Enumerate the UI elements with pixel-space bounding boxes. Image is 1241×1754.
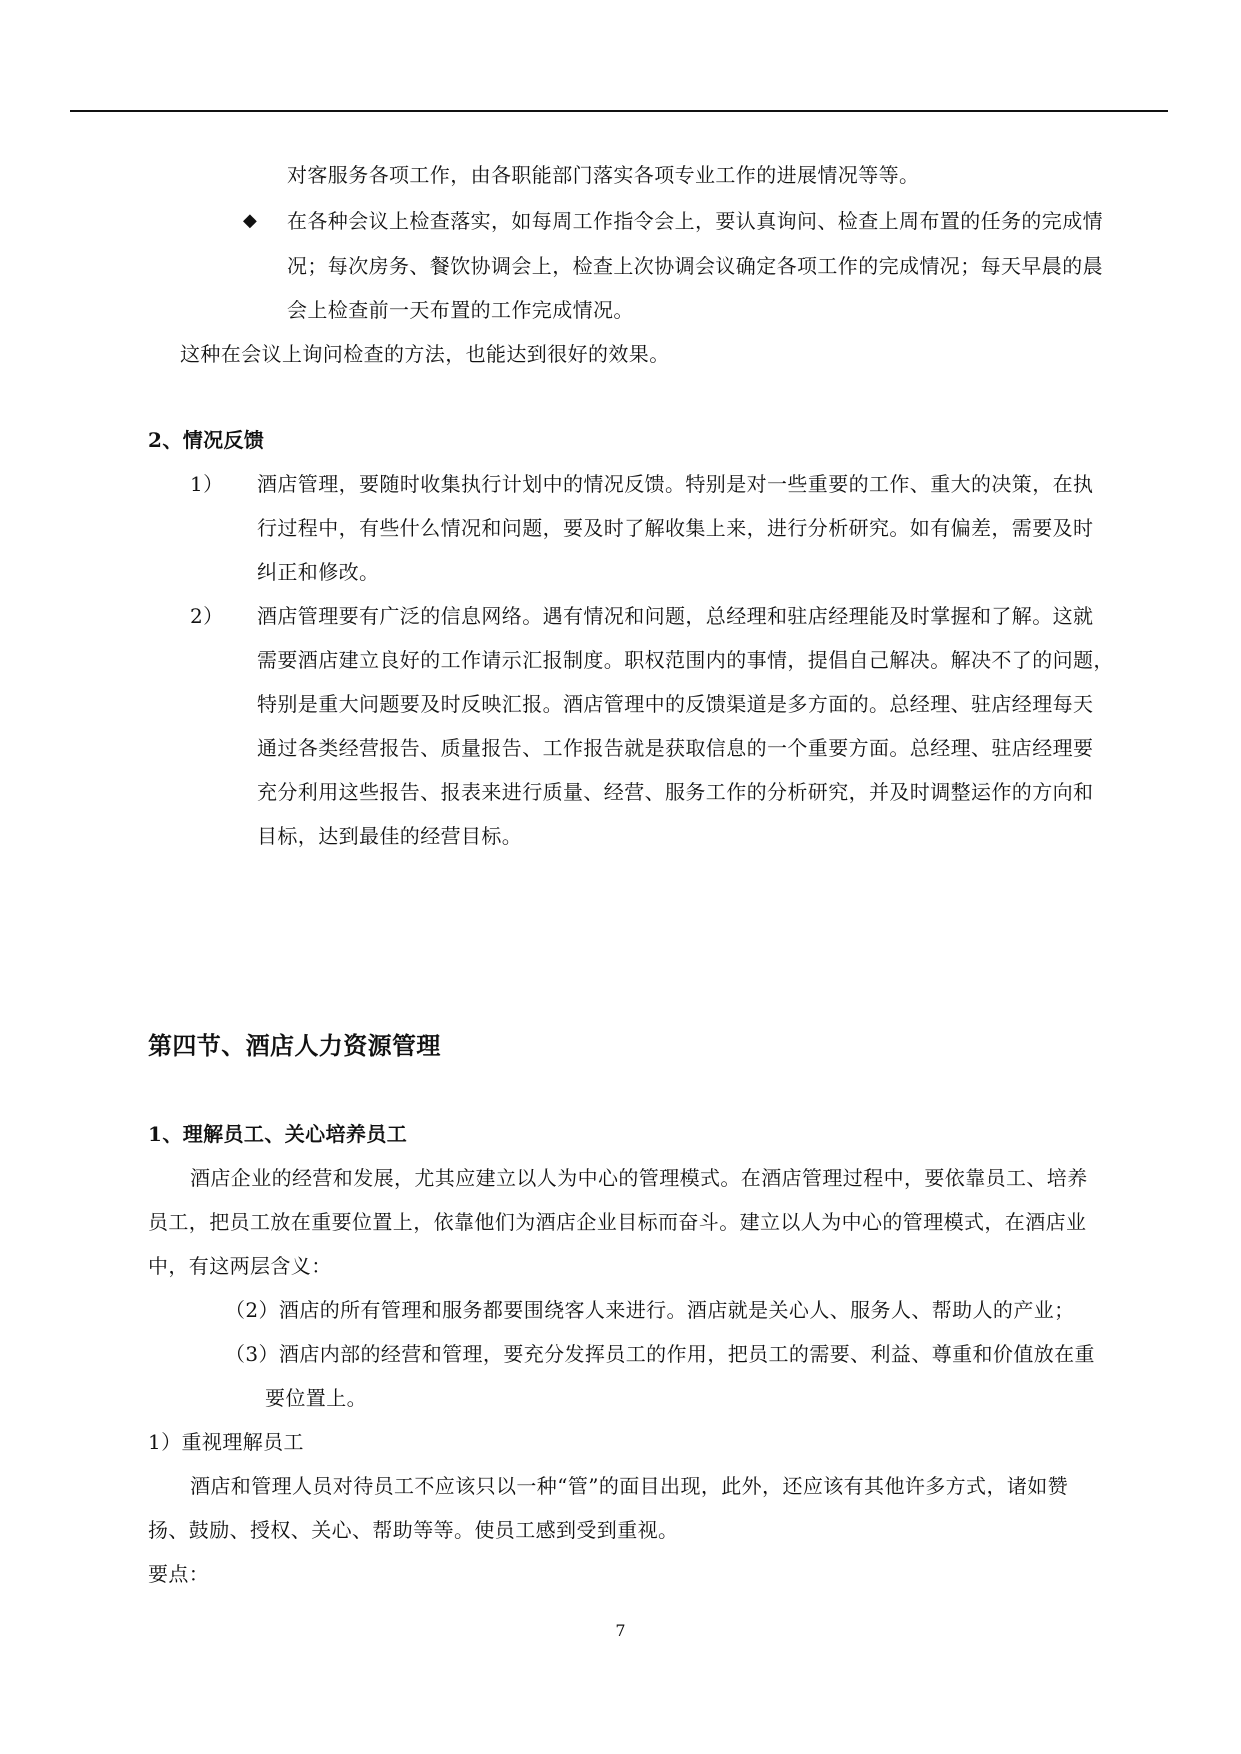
continuation-line: 对客服务各项工作，由各职能部门落实各项专业工作的进展情况等等。 [287,163,920,187]
subsection-heading: 1、理解员工、关心培养员工 [148,1122,408,1146]
bullet-text-line: 会上检查前一天布置的工作完成情况。 [287,298,634,322]
meaning-item: （3）酒店内部的经营和管理，要充分发挥员工的作用，把员工的需要、利益、尊重和价值放在重 [225,1342,1095,1366]
list-item-line: 目标，达到最佳的经营目标。 [257,824,523,848]
section-title: 第四节、酒店人力资源管理 [148,1031,441,1060]
list-item-line: 特别是重大问题要及时反映汇报。酒店管理中的反馈渠道是多方面的。总经理、驻店经理每天 [257,692,1094,716]
section-heading-feedback: 2、情况反馈 [148,428,265,452]
point-heading: 1）重视理解员工 [148,1430,304,1454]
meaning-item: （2）酒店的所有管理和服务都要围绕客人来进行。酒店就是关心人、服务人、帮助人的产业； [225,1298,1075,1322]
diamond-bullet-icon: ◆ [243,210,257,231]
bullet-text-line: 况；每次房务、餐饮协调会上，检查上次协调会议确定各项工作的完成情况；每天早晨的晨 [287,254,1103,278]
list-item-line: 需要酒店建立良好的工作请示汇报制度。职权范围内的事情，提倡自己解决。解决不了的问题， [257,648,1114,672]
paragraph-line: 酒店和管理人员对待员工不应该只以一种“管”的面目出现，此外，还应该有其他许多方式，诸如赞 [190,1474,1069,1498]
list-item-number: 2） [190,604,224,628]
key-points-label: 要点： [148,1562,210,1586]
list-item-line: 通过各类经营报告、质量报告、工作报告就是获取信息的一个重要方面。总经理、驻店经理要 [257,736,1094,760]
list-item-number: 1） [190,472,224,496]
list-item-line: 酒店管理，要随时收集执行计划中的情况反馈。特别是对一些重要的工作、重大的决策，在执 [257,472,1094,496]
list-item-line: 酒店管理要有广泛的信息网络。遇有情况和问题，总经理和驻店经理能及时掌握和了解。这就 [257,604,1094,628]
header-rule [70,110,1168,112]
list-item-line: 充分利用这些报告、报表来进行质量、经营、服务工作的分析研究，并及时调整运作的方向和 [257,780,1094,804]
paragraph-line: 员工，把员工放在重要位置上，依靠他们为酒店企业目标而奋斗。建立以人为中心的管理模式，在酒店业 [148,1210,1087,1234]
meaning-item-continuation: 要位置上。 [265,1386,367,1410]
paragraph-line: 酒店企业的经营和发展，尤其应建立以人为中心的管理模式。在酒店管理过程中，要依靠员工、培养 [190,1166,1088,1190]
list-item-line: 纠正和修改。 [257,560,380,584]
bullet-text-line: 在各种会议上检查落实，如每周工作指令会上，要认真询问、检查上周布置的任务的完成情 [287,209,1103,233]
list-item-line: 行过程中，有些什么情况和问题，要及时了解收集上来，进行分析研究。如有偏差，需要及时 [257,516,1094,540]
page-number: 7 [615,1621,626,1640]
paragraph-line: 扬、鼓励、授权、关心、帮助等等。使员工感到受到重视。 [148,1518,679,1542]
paragraph-line: 中，有这两层含义： [148,1254,332,1278]
summary-text: 这种在会议上询问检查的方法，也能达到很好的效果。 [180,342,670,366]
